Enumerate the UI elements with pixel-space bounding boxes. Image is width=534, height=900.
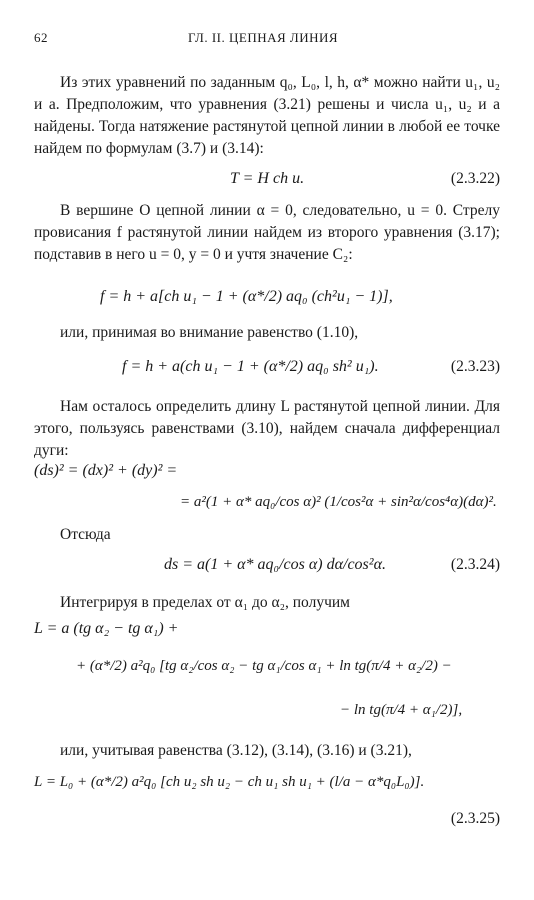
page-number: 62 <box>34 30 48 45</box>
equation-L-line-2: + (α*/2) a²q₀ [tg α₂/cos α₂ − tg α₁/cos α₁ + ln tg(π/4 + α₂/2) − <box>76 658 452 674</box>
paragraph-3: или, принимая во внимание равенство (1.10), <box>60 324 359 341</box>
equation-number-2-3-22: (2.3.22) <box>450 170 500 187</box>
paragraph-7: или, учитывая равенства (3.12), (3.14), (3.16) и (3.21), <box>60 742 412 759</box>
equation-2-3-25: L = L₀ + (α*/2) a²q₀ [ch u₂ sh u₂ − ch u₁ sh u₁ + (l/a − α*q₀L₀)]. <box>34 774 425 790</box>
equation-ds-line-1: (ds)² = (dx)² + (dy)² = <box>34 462 178 479</box>
paragraph-2: В вершине O цепной линии α = 0, следовательно, u = 0. Стрелу провисания f растянутой линии найдем из второго уравнения (3.17); подставив в него u = 0, y = 0 и учтя значение C₂: <box>34 202 500 263</box>
equation-L-line-3: − ln tg(π/4 + α₁/2)], <box>340 702 463 718</box>
equation-2-3-23: f = h + a(ch u₁ − 1 + (α*/2) aq₀ sh² u₁). <box>122 358 379 375</box>
paragraph-6: Интегрируя в пределах от α₁ до α₂, получим <box>60 594 350 611</box>
equation-number-2-3-25: (2.3.25) <box>450 810 500 827</box>
equation-number-2-3-23: (2.3.23) <box>450 358 500 375</box>
running-title: ГЛ. II. ЦЕПНАЯ ЛИНИЯ <box>188 30 339 45</box>
equation-2-3-22: T = H ch u. <box>230 170 305 187</box>
paragraph-1: Из этих уравнений по заданным q₀, L₀, l, h, α* можно найти u₁, u₂ и a. Предположим, что уравнения (3.21) решены и числа u₁, u₂ и a найдены. Тогда натяжение растянутой цепной линии в любой ее точке найдем по формулам (3.7) и (3.14): <box>34 74 500 157</box>
equation-number-2-3-24: (2.3.24) <box>450 556 500 573</box>
equation-L-line-1: L = a (tg α₂ − tg α₁) + <box>34 620 179 637</box>
equation-2-3-24: ds = a(1 + α* aq₀/cos α) dα/cos²α. <box>164 556 386 573</box>
equation-f-bracket: f = h + a[ch u₁ − 1 + (α*/2) aq₀ (ch²u₁ − 1)], <box>100 288 393 305</box>
equation-ds-line-2: = a²(1 + α* aq₀/cos α)² (1/cos²α + sin²α/cos⁴α)(dα)². <box>180 494 497 510</box>
paragraph-5: Отсюда <box>60 526 111 543</box>
paragraph-4: Нам осталось определить длину L растянутой цепной линии. Для этого, пользуясь равенствами (3.10), найдем сначала дифференциал дуги: <box>34 398 500 459</box>
